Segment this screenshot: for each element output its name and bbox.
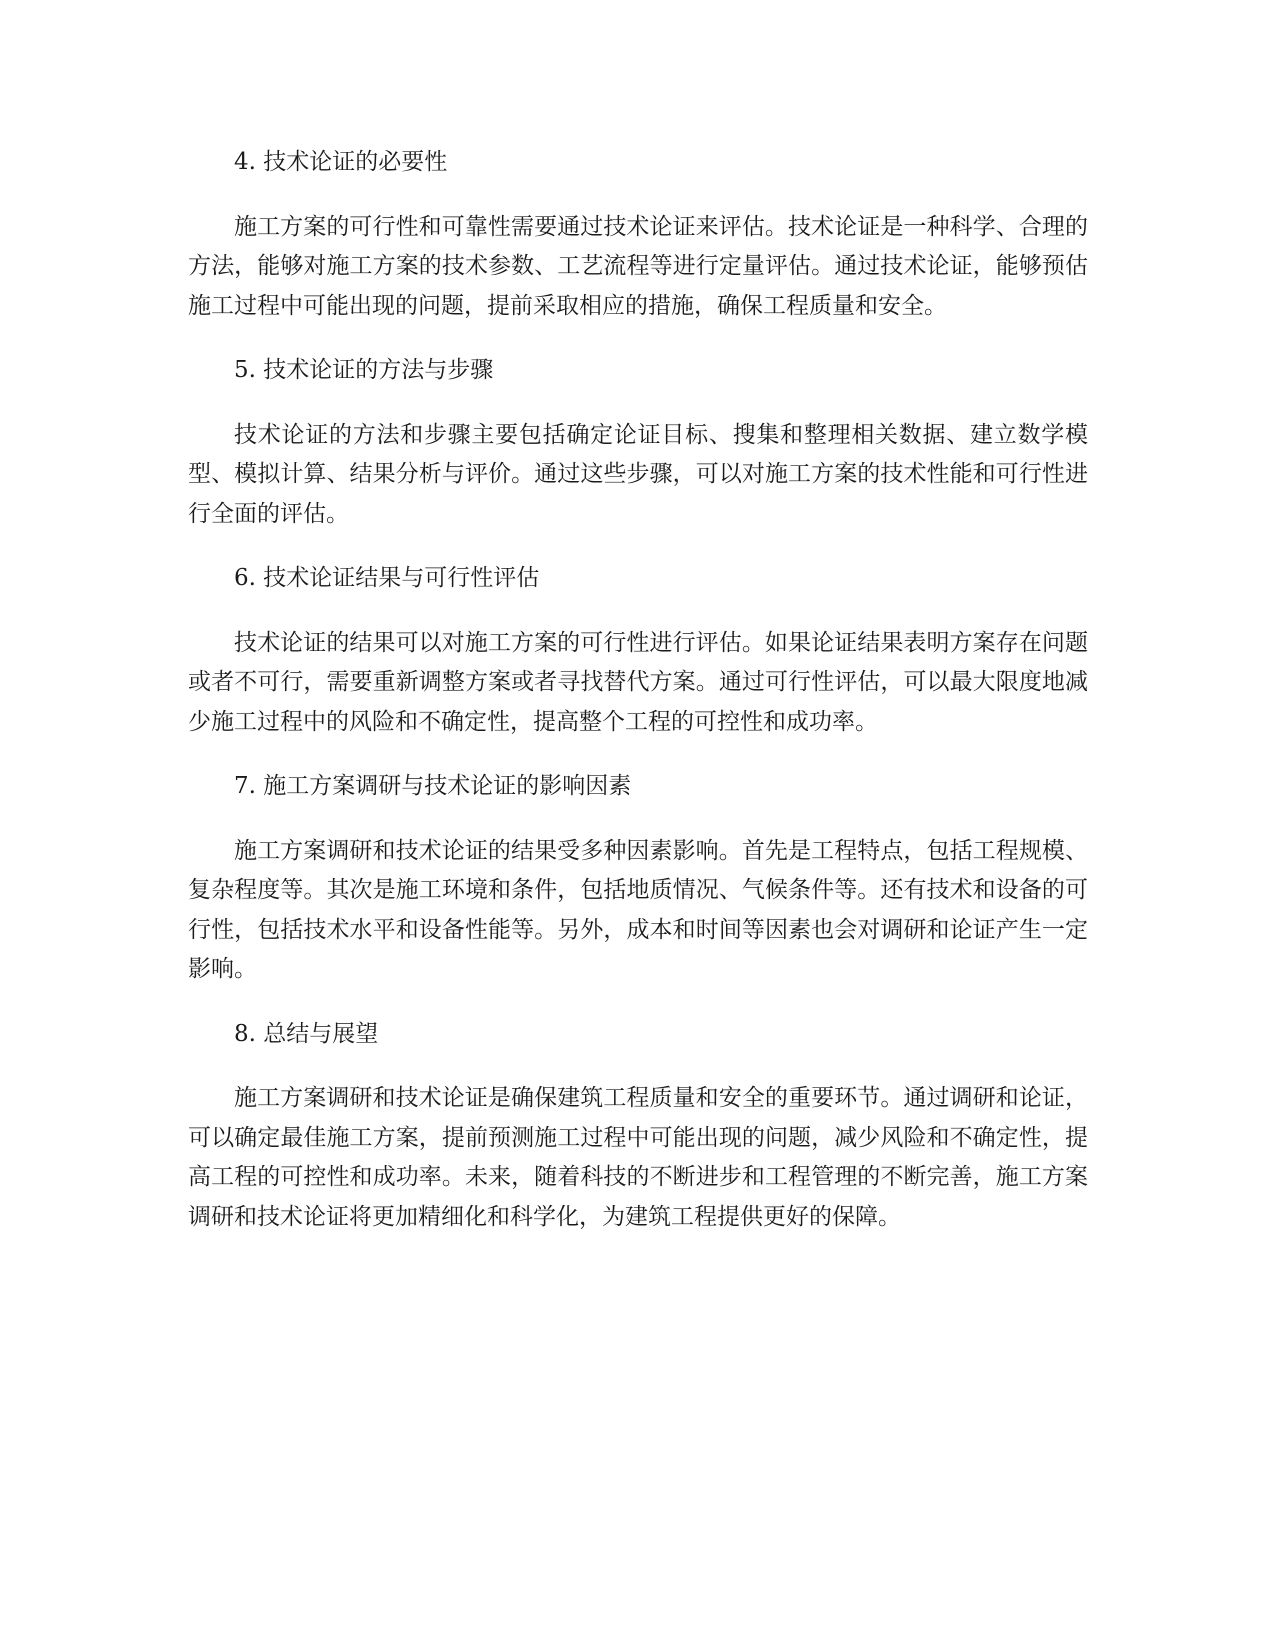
- section-heading-7: 7. 施工方案调研与技术论证的影响因素: [234, 773, 632, 799]
- section-heading-8: 8. 总结与展望: [234, 1020, 379, 1047]
- section-paragraph-6: 技术论证的结果可以对施工方案的可行性进行评估。如果论证结果表明方案存在问题或者不可行，需要重新调整方案或者寻找替代方案。通过可行性评估，可以最大限度地减少施工过程中的风险和不确定性，提高整个工程的可控性和成功率。: [188, 629, 1088, 735]
- section-paragraph-5: 技术论证的方法和步骤主要包括确定论证目标、搜集和整理相关数据、建立数学模型、模拟计算、结果分析与评价。通过这些步骤，可以对施工方案的技术性能和可行性进行全面的评估。: [188, 421, 1088, 527]
- section-heading-6: 6. 技术论证结果与可行性评估: [234, 565, 540, 591]
- section-heading-4: 4. 技术论证的必要性: [234, 149, 448, 175]
- section-heading-5: 5. 技术论证的方法与步骤: [234, 357, 494, 383]
- section-paragraph-4: 施工方案的可行性和可靠性需要通过技术论证来评估。技术论证是一种科学、合理的方法，能够对施工方案的技术参数、工艺流程等进行定量评估。通过技术论证，能够预估施工过程中可能出现的问题，提前采取相应的措施，确保工程质量和安全。: [188, 213, 1088, 319]
- document-body: [188, 143, 1088, 1262]
- section-paragraph-8: 施工方案调研和技术论证是确保建筑工程质量和安全的重要环节。通过调研和论证，可以确定最佳施工方案，提前预测施工过程中可能出现的问题，减少风险和不确定性，提高工程的可控性和成功率。未来，随着科技的不断进步和工程管理的不断完善，施工方案调研和技术论证将更加精细化和科学化，为建筑工程提供更好的保障。: [188, 1085, 1088, 1230]
- section-paragraph-7: 施工方案调研和技术论证的结果受多种因素影响。首先是工程特点，包括工程规模、复杂程度等。其次是施工环境和条件，包括地质情况、气候条件等。还有技术和设备的可行性，包括技术水平和设备性能等。另外，成本和时间等因素也会对调研和论证产生一定影响。: [188, 837, 1088, 982]
